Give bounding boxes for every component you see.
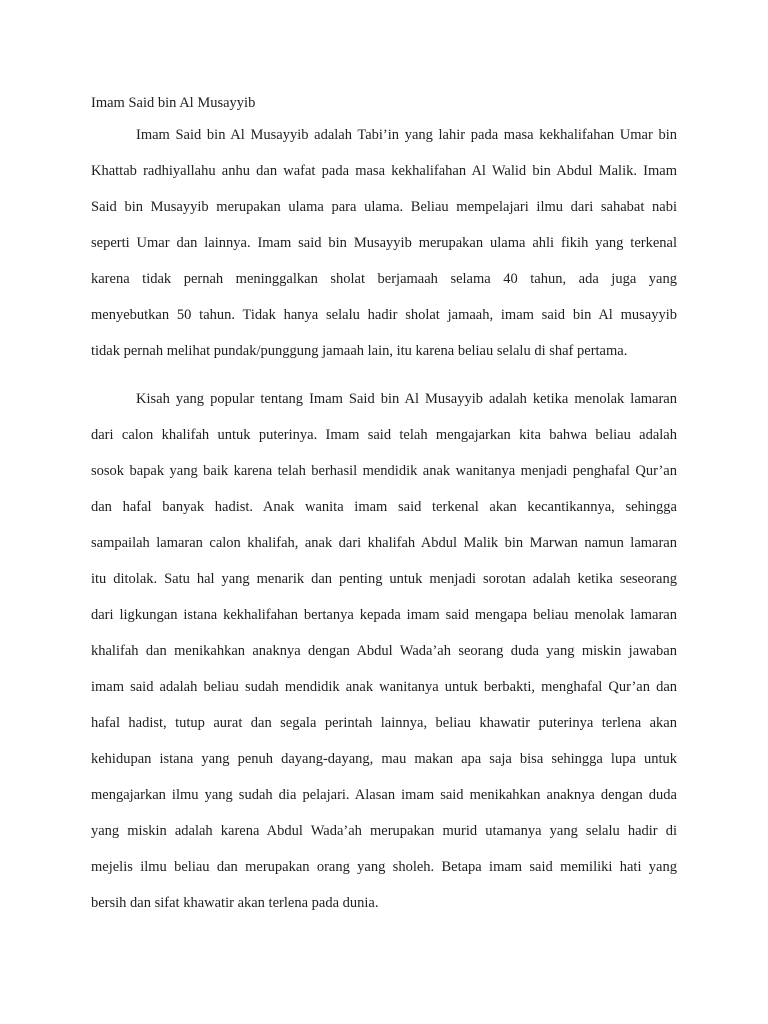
paragraph-line: dari calon khalifah untuk puterinya. Imam said telah mengajarkan kita bahwa beliau adalah (91, 427, 677, 443)
paragraph-line: karena tidak pernah meninggalkan sholat berjamaah selama 40 tahun, ada juga yang (91, 271, 677, 287)
paragraph-line: hafal hadist, tutup aurat dan segala perintah lainnya, beliau khawatir puterinya terlena akan (91, 715, 677, 731)
paragraph-line: dan hafal banyak hadist. Anak wanita imam said terkenal akan kecantikannya, sehingga (91, 499, 677, 515)
paragraph-line: dari ligkungan istana kekhalifahan bertanya kepada imam said mengapa beliau menolak lamaran (91, 607, 677, 623)
document-title: Imam Said bin Al Musayyib (91, 95, 256, 111)
paragraph-line: imam said adalah beliau sudah mendidik anak wanitanya untuk berbakti, menghafal Qur’an dan (91, 679, 677, 695)
paragraph-line: yang miskin adalah karena Abdul Wada’ah merupakan murid utamanya yang selalu hadir di (91, 823, 677, 839)
paragraph-line: sampailah lamaran calon khalifah, anak dari khalifah Abdul Malik bin Marwan namun lamaran (91, 535, 677, 551)
paragraph-line: Said bin Musayyib merupakan ulama para ulama. Beliau mempelajari ilmu dari sahabat nabi (91, 199, 677, 215)
paragraph-line: khalifah dan menikahkan anaknya dengan Abdul Wada’ah seorang duda yang miskin jawaban (91, 643, 677, 659)
paragraph-line: seperti Umar dan lainnya. Imam said bin Musayyib merupakan ulama ahli fikih yang terkenal (91, 235, 677, 251)
paragraph-line: tidak pernah melihat pundak/punggung jamaah lain, itu karena beliau selalu di shaf pertama. (91, 343, 628, 359)
paragraph-2 (91, 381, 677, 921)
paragraph-line: mejelis ilmu beliau dan merupakan orang yang sholeh. Betapa imam said memiliki hati yang (91, 859, 677, 875)
paragraph-line: sosok bapak yang baik karena telah berhasil mendidik anak wanitanya menjadi penghafal Qur’an (91, 463, 677, 479)
paragraph-line: Khattab radhiyallahu anhu dan wafat pada masa kekhalifahan Al Walid bin Abdul Malik. Imam (91, 163, 677, 179)
paragraph-line: menyebutkan 50 tahun. Tidak hanya selalu hadir sholat jamaah, imam said bin Al musayyib (91, 307, 677, 323)
paragraph-line: kehidupan istana yang penuh dayang-dayang, mau makan apa saja bisa sehingga lupa untuk (91, 751, 677, 767)
paragraph-line: bersih dan sifat khawatir akan terlena pada dunia. (91, 895, 379, 911)
paragraph-1 (91, 117, 677, 369)
paragraph-line: Imam Said bin Al Musayyib adalah Tabi’in yang lahir pada masa kekhalifahan Umar bin (136, 127, 677, 143)
paragraph-line: itu ditolak. Satu hal yang menarik dan penting untuk menjadi sorotan adalah ketika seseorang (91, 571, 677, 587)
paragraph-line: mengajarkan ilmu yang sudah dia pelajari. Alasan imam said menikahkan anaknya dengan duda (91, 787, 677, 803)
paragraph-line: Kisah yang popular tentang Imam Said bin Al Musayyib adalah ketika menolak lamaran (136, 391, 677, 407)
